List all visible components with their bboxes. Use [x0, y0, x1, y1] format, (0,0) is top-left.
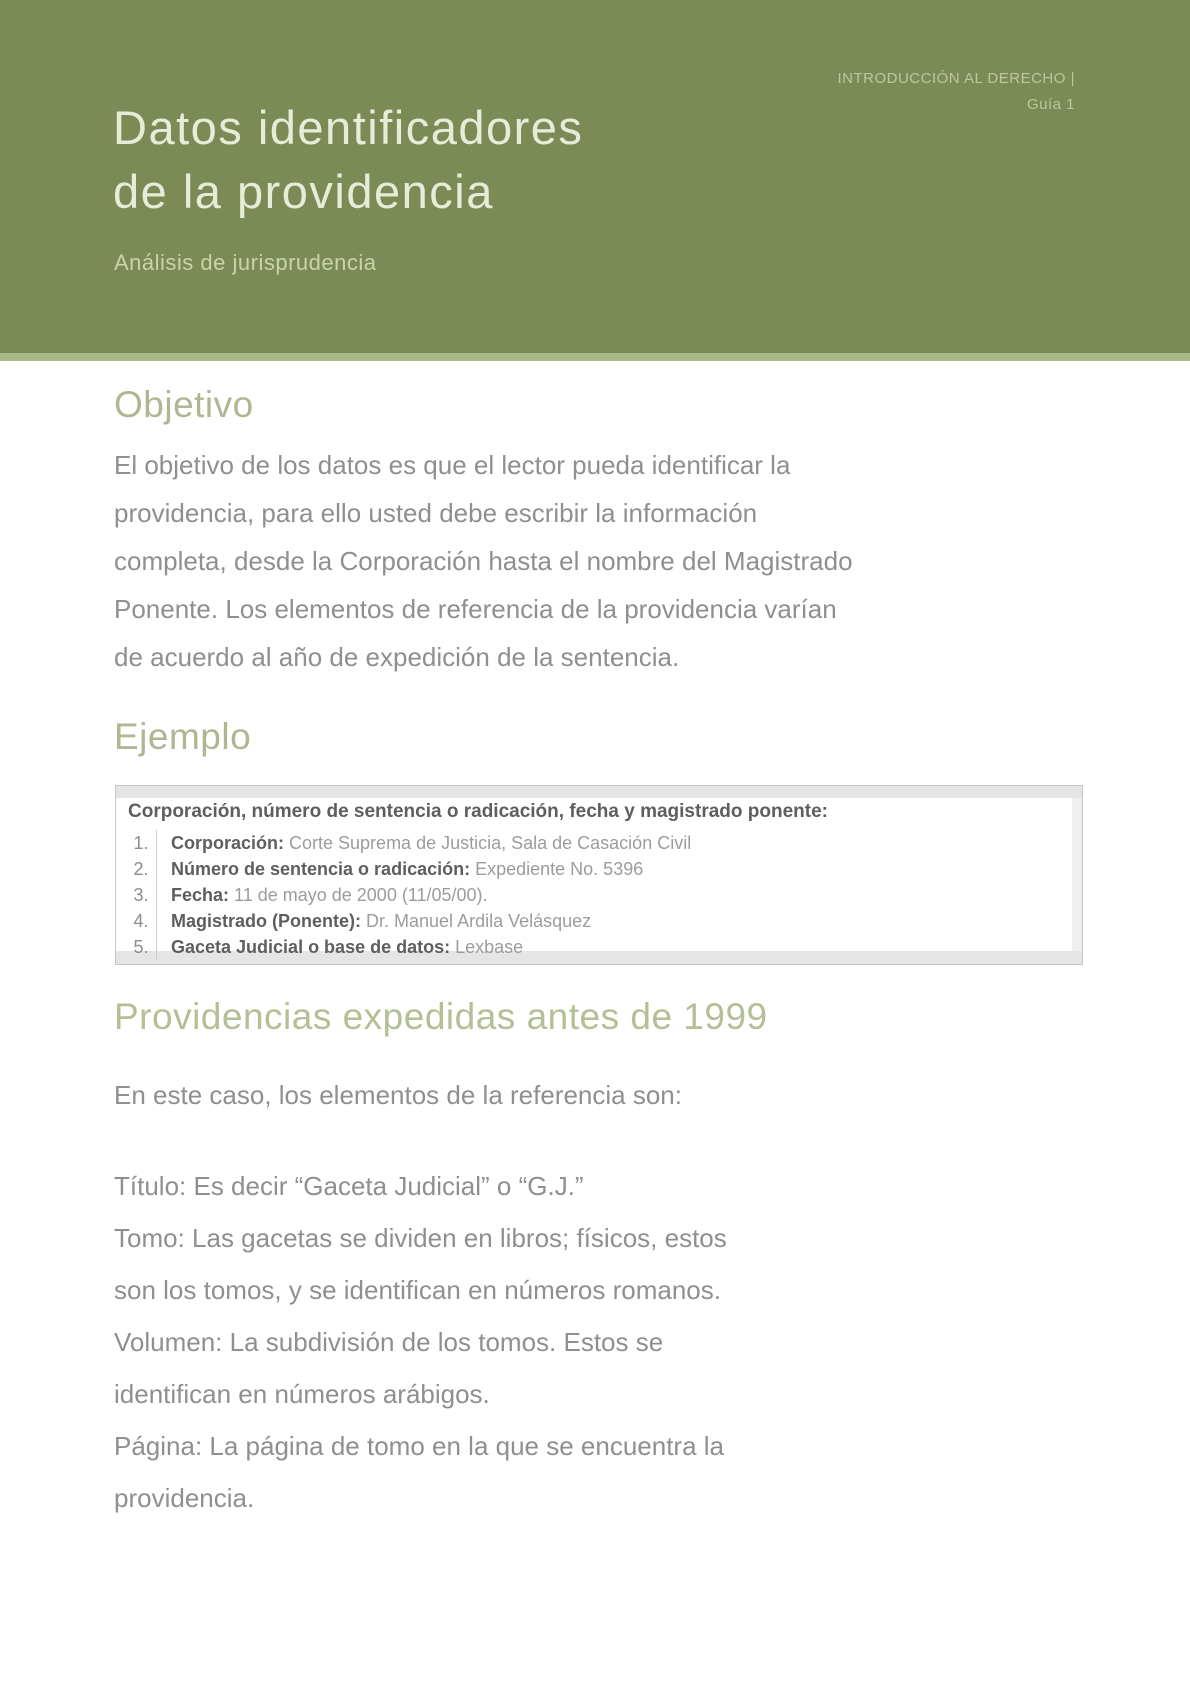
- example-citation-table: [115, 785, 1083, 965]
- paragraph-line: completa, desde la Corporación hasta el nombre del Magistrado: [114, 546, 853, 576]
- paragraph-line: providencia, para ello usted debe escribir la información: [114, 498, 758, 528]
- row-number: 5.: [126, 934, 157, 960]
- row-text: [157, 934, 523, 960]
- row-label: Gaceta Judicial o base de datos:: [171, 937, 451, 957]
- row-value: Dr. Manuel Ardila Velásquez: [361, 911, 592, 931]
- detail-line: Título: Es decir “Gaceta Judicial” o “G.J.”: [114, 1171, 584, 1201]
- row-value: Corte Suprema de Justicia, Sala de Casación Civil: [284, 833, 692, 853]
- table-row: [126, 830, 1068, 856]
- paragraph-line: Ponente. Los elementos de referencia de la providencia varían: [114, 594, 837, 624]
- page-title-line1: Datos identificadores: [113, 101, 584, 154]
- table-row: [126, 908, 1068, 934]
- row-text: [157, 830, 691, 856]
- table-top-band: [116, 786, 1082, 798]
- row-text: [157, 856, 643, 882]
- row-label: Corporación:: [171, 833, 285, 853]
- table-row: [126, 934, 1068, 960]
- row-value: Lexbase: [450, 937, 524, 957]
- table-content: [126, 801, 1068, 960]
- header-banner: [0, 0, 1190, 353]
- header-meta-line1: INTRODUCCIÓN AL DERECHO |: [837, 70, 1075, 87]
- section-heading-antes-1999: Providencias expedidas antes de 1999: [114, 996, 768, 1037]
- section-heading-ejemplo: Ejemplo: [114, 716, 252, 757]
- row-value: 11 de mayo de 2000 (11/05/00).: [229, 885, 488, 905]
- antes-1999-details: [114, 1160, 1094, 1524]
- row-label: Magistrado (Ponente):: [171, 911, 362, 931]
- row-text: [157, 908, 591, 934]
- row-number: 4.: [126, 908, 157, 934]
- detail-line: son los tomos, y se identifican en números romanos.: [114, 1275, 721, 1305]
- row-number: 3.: [126, 882, 157, 908]
- antes-1999-intro: En este caso, los elementos de la referencia son:: [114, 1080, 682, 1110]
- detail-line: Página: La página de tomo en la que se encuentra la: [114, 1431, 725, 1461]
- banner-accent-strip: [0, 353, 1190, 361]
- table-row: [126, 882, 1068, 908]
- page-title: [113, 96, 583, 224]
- objetivo-paragraph: [114, 441, 1094, 681]
- header-meta: [837, 66, 1075, 119]
- table-header: Corporación, número de sentencia o radicación, fecha y magistrado ponente:: [128, 801, 828, 822]
- paragraph-line: El objetivo de los datos es que el lector pueda identificar la: [114, 450, 791, 480]
- section-heading-objetivo: Objetivo: [114, 384, 254, 425]
- table-right-band: [1072, 798, 1082, 951]
- row-number: 2.: [126, 856, 157, 882]
- detail-line: Volumen: La subdivisión de los tomos. Estos se: [114, 1327, 664, 1357]
- row-value: Expediente No. 5396: [470, 859, 644, 879]
- detail-line: providencia.: [114, 1483, 255, 1513]
- paragraph-line: de acuerdo al año de expedición de la sentencia.: [114, 642, 680, 672]
- page-subtitle: Análisis de jurisprudencia: [114, 250, 377, 275]
- row-text: [157, 882, 488, 908]
- table-row: [126, 856, 1068, 882]
- row-label: Fecha:: [171, 885, 230, 905]
- header-meta-line2: Guía 1: [1026, 96, 1075, 114]
- detail-line: Tomo: Las gacetas se dividen en libros; físicos, estos: [114, 1223, 727, 1253]
- detail-line: identifican en números arábigos.: [114, 1379, 490, 1409]
- row-number: 1.: [126, 830, 157, 856]
- row-label: Número de sentencia o radicación:: [171, 859, 471, 879]
- page-title-line2: de la providencia: [113, 165, 494, 218]
